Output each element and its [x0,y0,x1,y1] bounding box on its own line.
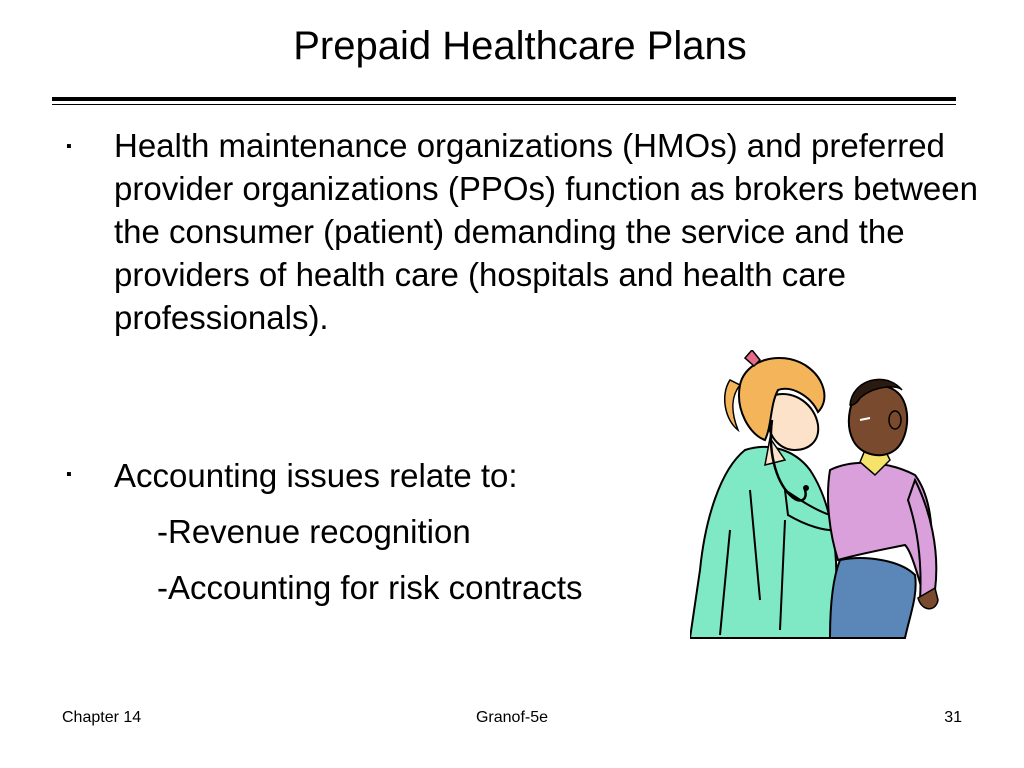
title-rule-thick [52,97,956,101]
sub-item-revenue-recognition: -Revenue recognition [157,513,471,550]
bullet-text-hmo-ppo: Health maintenance organizations (HMOs) and preferred provider organizations (PPOs) function as brokers between the consumer (patient) demanding the service and the providers of health care (hospitals and health care professionals). [114,127,978,336]
title-rule-thin [52,104,956,105]
footer-source: Granof-5e [475,709,549,726]
nurse-uniform [690,447,840,638]
footer-page-number: 31 [944,709,962,726]
child-pants [830,558,916,638]
bullet-marker: ▪ [66,466,72,483]
sub-item-risk-contracts: -Accounting for risk contracts [157,569,583,606]
nurse-child-clipart [690,350,950,640]
slide-title: Prepaid Healthcare Plans [293,24,747,68]
bullet-text-accounting-issues: Accounting issues relate to: [114,457,518,494]
bullet-marker: ▪ [66,138,72,155]
footer-chapter: Chapter 14 [62,709,142,726]
